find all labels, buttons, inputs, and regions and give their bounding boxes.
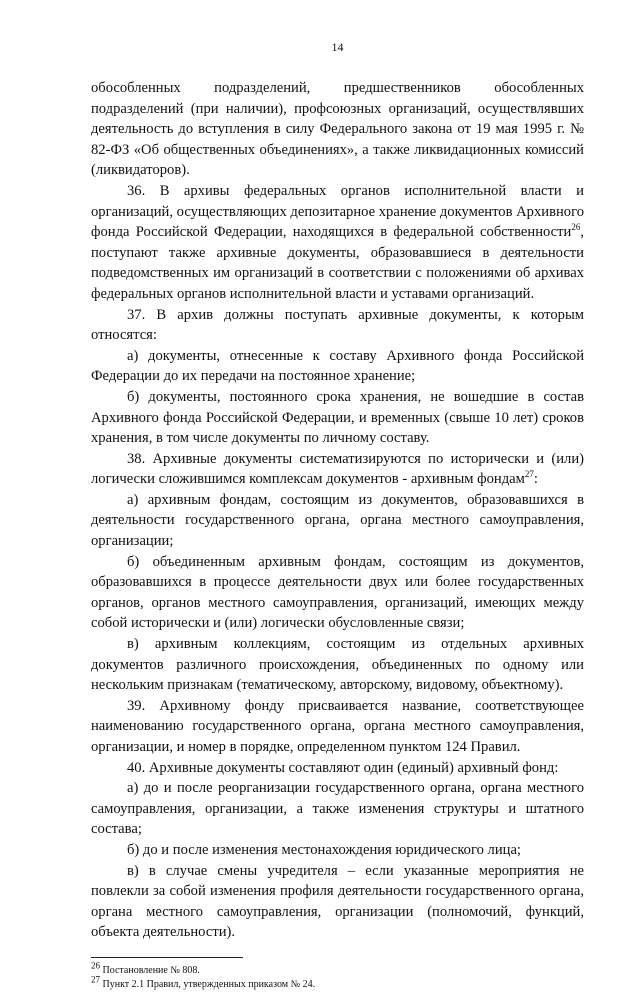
paragraph-37-b: б) документы, постоянного срока хранения, не вошедшие в состав Архивного фонда Российской Федерации, и временных (свыше 10 лет) сроков хранения, в том числе документы по личному составу. — [91, 388, 584, 447]
paragraph-36 — [91, 181, 584, 305]
footnotes — [91, 960, 584, 992]
footnote-text-26: Постановление № 808. — [102, 964, 200, 976]
paragraph-38-a: а) архивным фондам, состоящим из документов, образовавшихся в деятельности государственного органа, органа местного самоуправления, организации; — [91, 491, 584, 550]
paragraph-continuation: обособленных подразделений, предшественников обособленных подразделений (при наличии), профсоюзных организаций, осуществлявших деятельность до вступления в силу Федерального закона от 19 мая 1995 г. № 82-ФЗ «Об общественных объединениях», а также ликвидационных комиссий (ликвидаторов). — [91, 80, 584, 179]
footnote-marker-26: 26 — [91, 960, 100, 971]
paragraph-40-a: а) до и после реорганизации государственного органа, органа местного самоуправления, организации, а также изменения структуры и штатного состава; — [91, 780, 584, 838]
footnote-divider — [91, 957, 243, 958]
paragraph-37-a: а) документы, отнесенные к составу Архивного фонда Российской Федерации до их передачи на постоянное хранение; — [91, 347, 584, 385]
paragraph-38-text-before: 38. Архивные документы систематизируются по исторически и (или) логически сложившимся комплексам документов - архивным фондам — [91, 450, 584, 488]
footnote-text-27: Пункт 2.1 Правил, утвержденных приказом № 24. — [102, 978, 316, 990]
body-text — [91, 78, 584, 943]
paragraph-38 — [91, 449, 584, 490]
paragraph-37: 37. В архив должны поступать архивные документы, к которым относятся: — [91, 306, 584, 344]
footnote-ref-26: 26 — [571, 222, 581, 233]
paragraph-38-text-after: : — [533, 471, 538, 488]
paragraph-40-c: в) в случае смены учредителя – если указанные мероприятия не повлекли за собой изменения профиля деятельности государственного органа, органа местного самоуправления, организации (полномочий, функций, объекта деятельности). — [91, 862, 584, 941]
paragraph-40-b: б) до и после изменения местонахождения юридического лица; — [127, 841, 521, 858]
footnote-ref-27: 27 — [524, 469, 534, 480]
paragraph-36-text-before: 36. В архивы федеральных органов исполнительной власти и организаций, осуществляющих депозитарное хранение документов Архивного фонда Российской Федерации, находящихся в федеральной собственности — [91, 182, 584, 241]
paragraph-40: 40. Архивные документы составляют один (единый) архивный фонд: — [127, 759, 559, 776]
footnote-27 — [91, 974, 584, 992]
footnote-marker-27: 27 — [91, 974, 100, 985]
page-number: 14 — [331, 40, 344, 54]
paragraph-38-b: б) объединенным архивным фондам, состоящим из документов, образовавшихся в процессе деятельности двух или более государственных органов, органов местного самоуправления, организаций, имеющих между собой исторически и (или) логически обусловленные связи; — [91, 553, 584, 632]
paragraph-36-text-after: , поступают также архивные документы, образовавшиеся в деятельности подведомственных им организаций в соответствии с положениями об архивах федеральных органов исполнительной власти и уставами организаций. — [91, 224, 584, 302]
footnote-26 — [91, 960, 584, 978]
paragraph-39: 39. Архивному фонду присваивается название, соответствующее наименованию государственного органа, органа местного самоуправления, организации, и номер в порядке, определенном пунктом 124 Правил. — [91, 697, 584, 755]
paragraph-38-c: в) архивным коллекциям, состоящим из отдельных архивных документов различного происхождения, объединенных по одному или нескольким признакам (тематическому, авторскому, видовому, объектному). — [91, 636, 584, 694]
